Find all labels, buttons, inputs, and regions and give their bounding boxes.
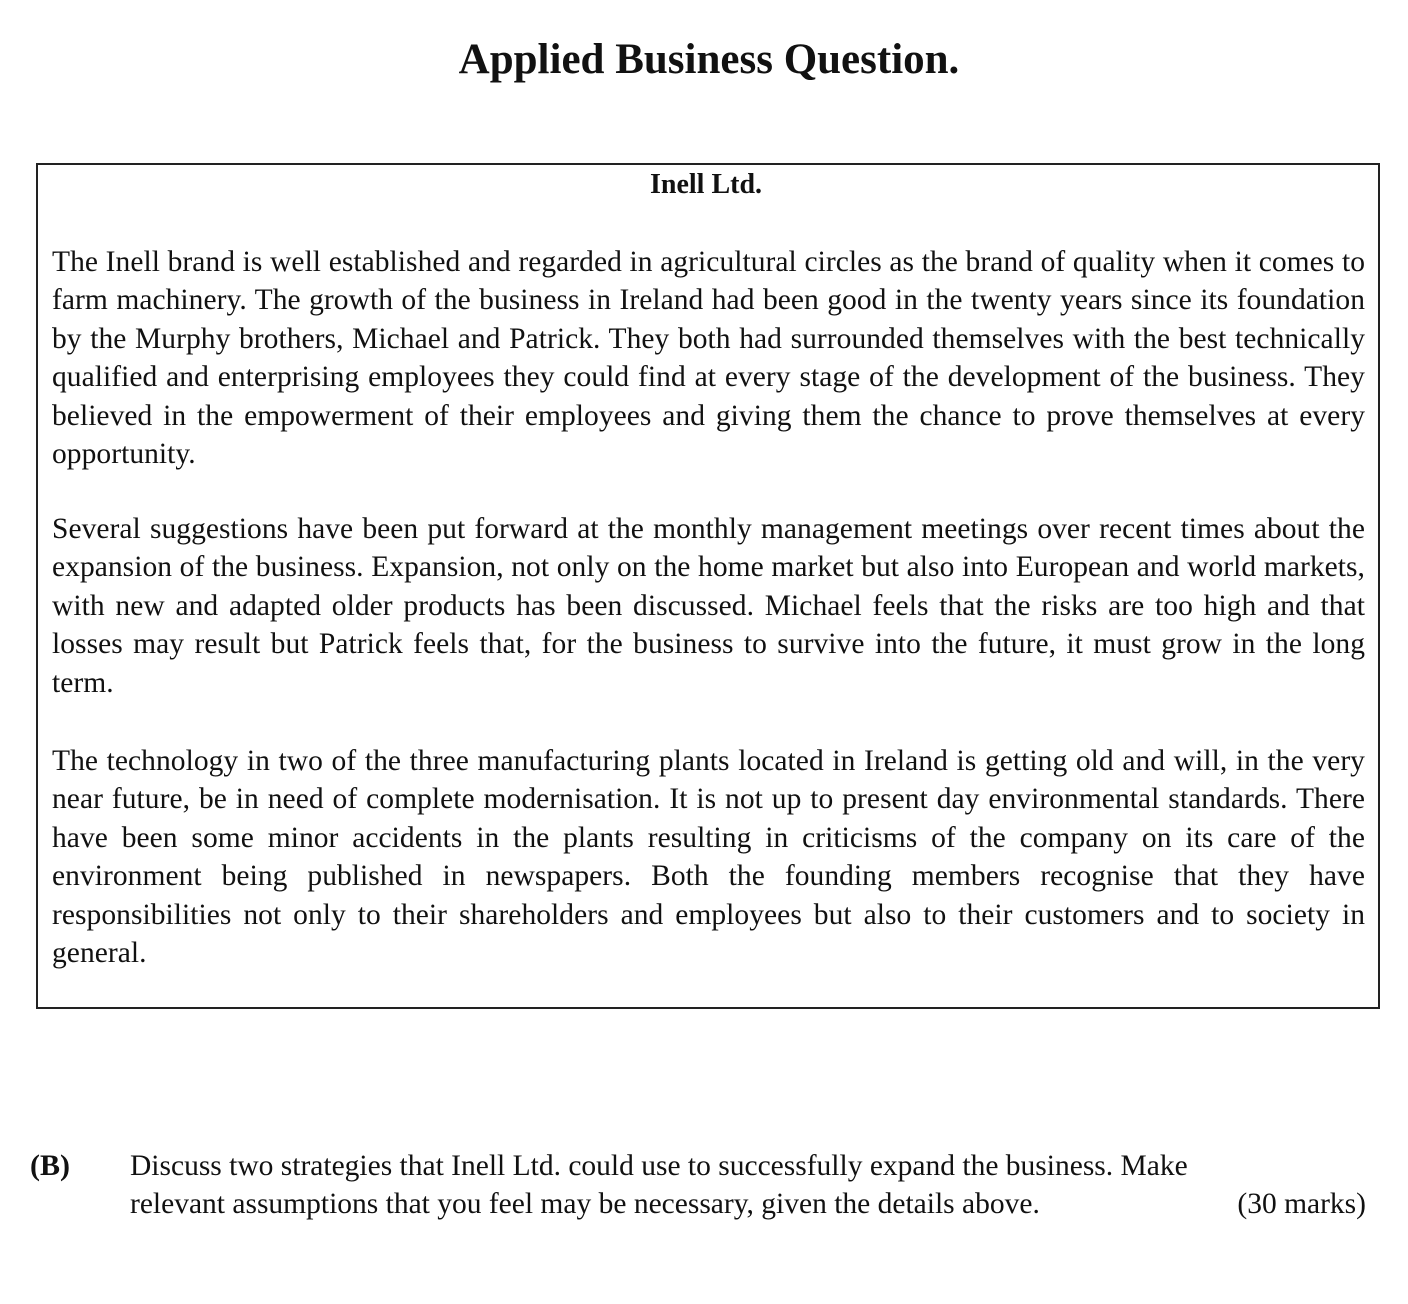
case-paragraph-3: The technology in two of the three manufacturing plants located in Ireland is getting old and will, in the very near future, be in need of complete modernisation. It is not up to present day environmental standards. There have been some minor accidents in the plants resulting in criticisms of the company on its care of the environment being published in newspapers. Both the founding members recognise that they have responsibilities not only to their shareholders and employees but also to their customers and to society in general. [52,745,1365,970]
case-paragraph-2: Several suggestions have been put forward at the monthly management meetings over recent times about the expansion of the business. Expansion, not only on the home market but also into European and world markets, with new and adapted older products has been discussed. Michael feels that the risks are too high and that losses may result but Patrick feels that, for the business to survive into the future, it must grow in the long term. [52,513,1365,699]
question-marks: (30 marks) [1237,1188,1366,1221]
page-title: Applied Business Question. [458,36,960,83]
case-paragraph-1: The Inell brand is well established and regarded in agricultural circles as the brand of quality when it comes to farm machinery. The growth of the business in Ireland had been good in the twenty years since its foundation by the Murphy brothers, Michael and Patrick. They both had surrounded themselves with the best technically qualified and enterprising employees they could find at every stage of the development of the business. They believed in the empowerment of their employees and giving them the chance to prove themselves at every opportunity. [52,246,1365,471]
case-study-title: Inell Ltd. [649,169,763,200]
question-text [130,1147,1366,1224]
question-line-2: relevant assumptions that you feel may be necessary, given the details above. [130,1188,1040,1221]
question-label: (B) [30,1149,70,1182]
question-line-1: Discuss two strategies that Inell Ltd. could use to successfully expand the business. Make [130,1150,1188,1182]
